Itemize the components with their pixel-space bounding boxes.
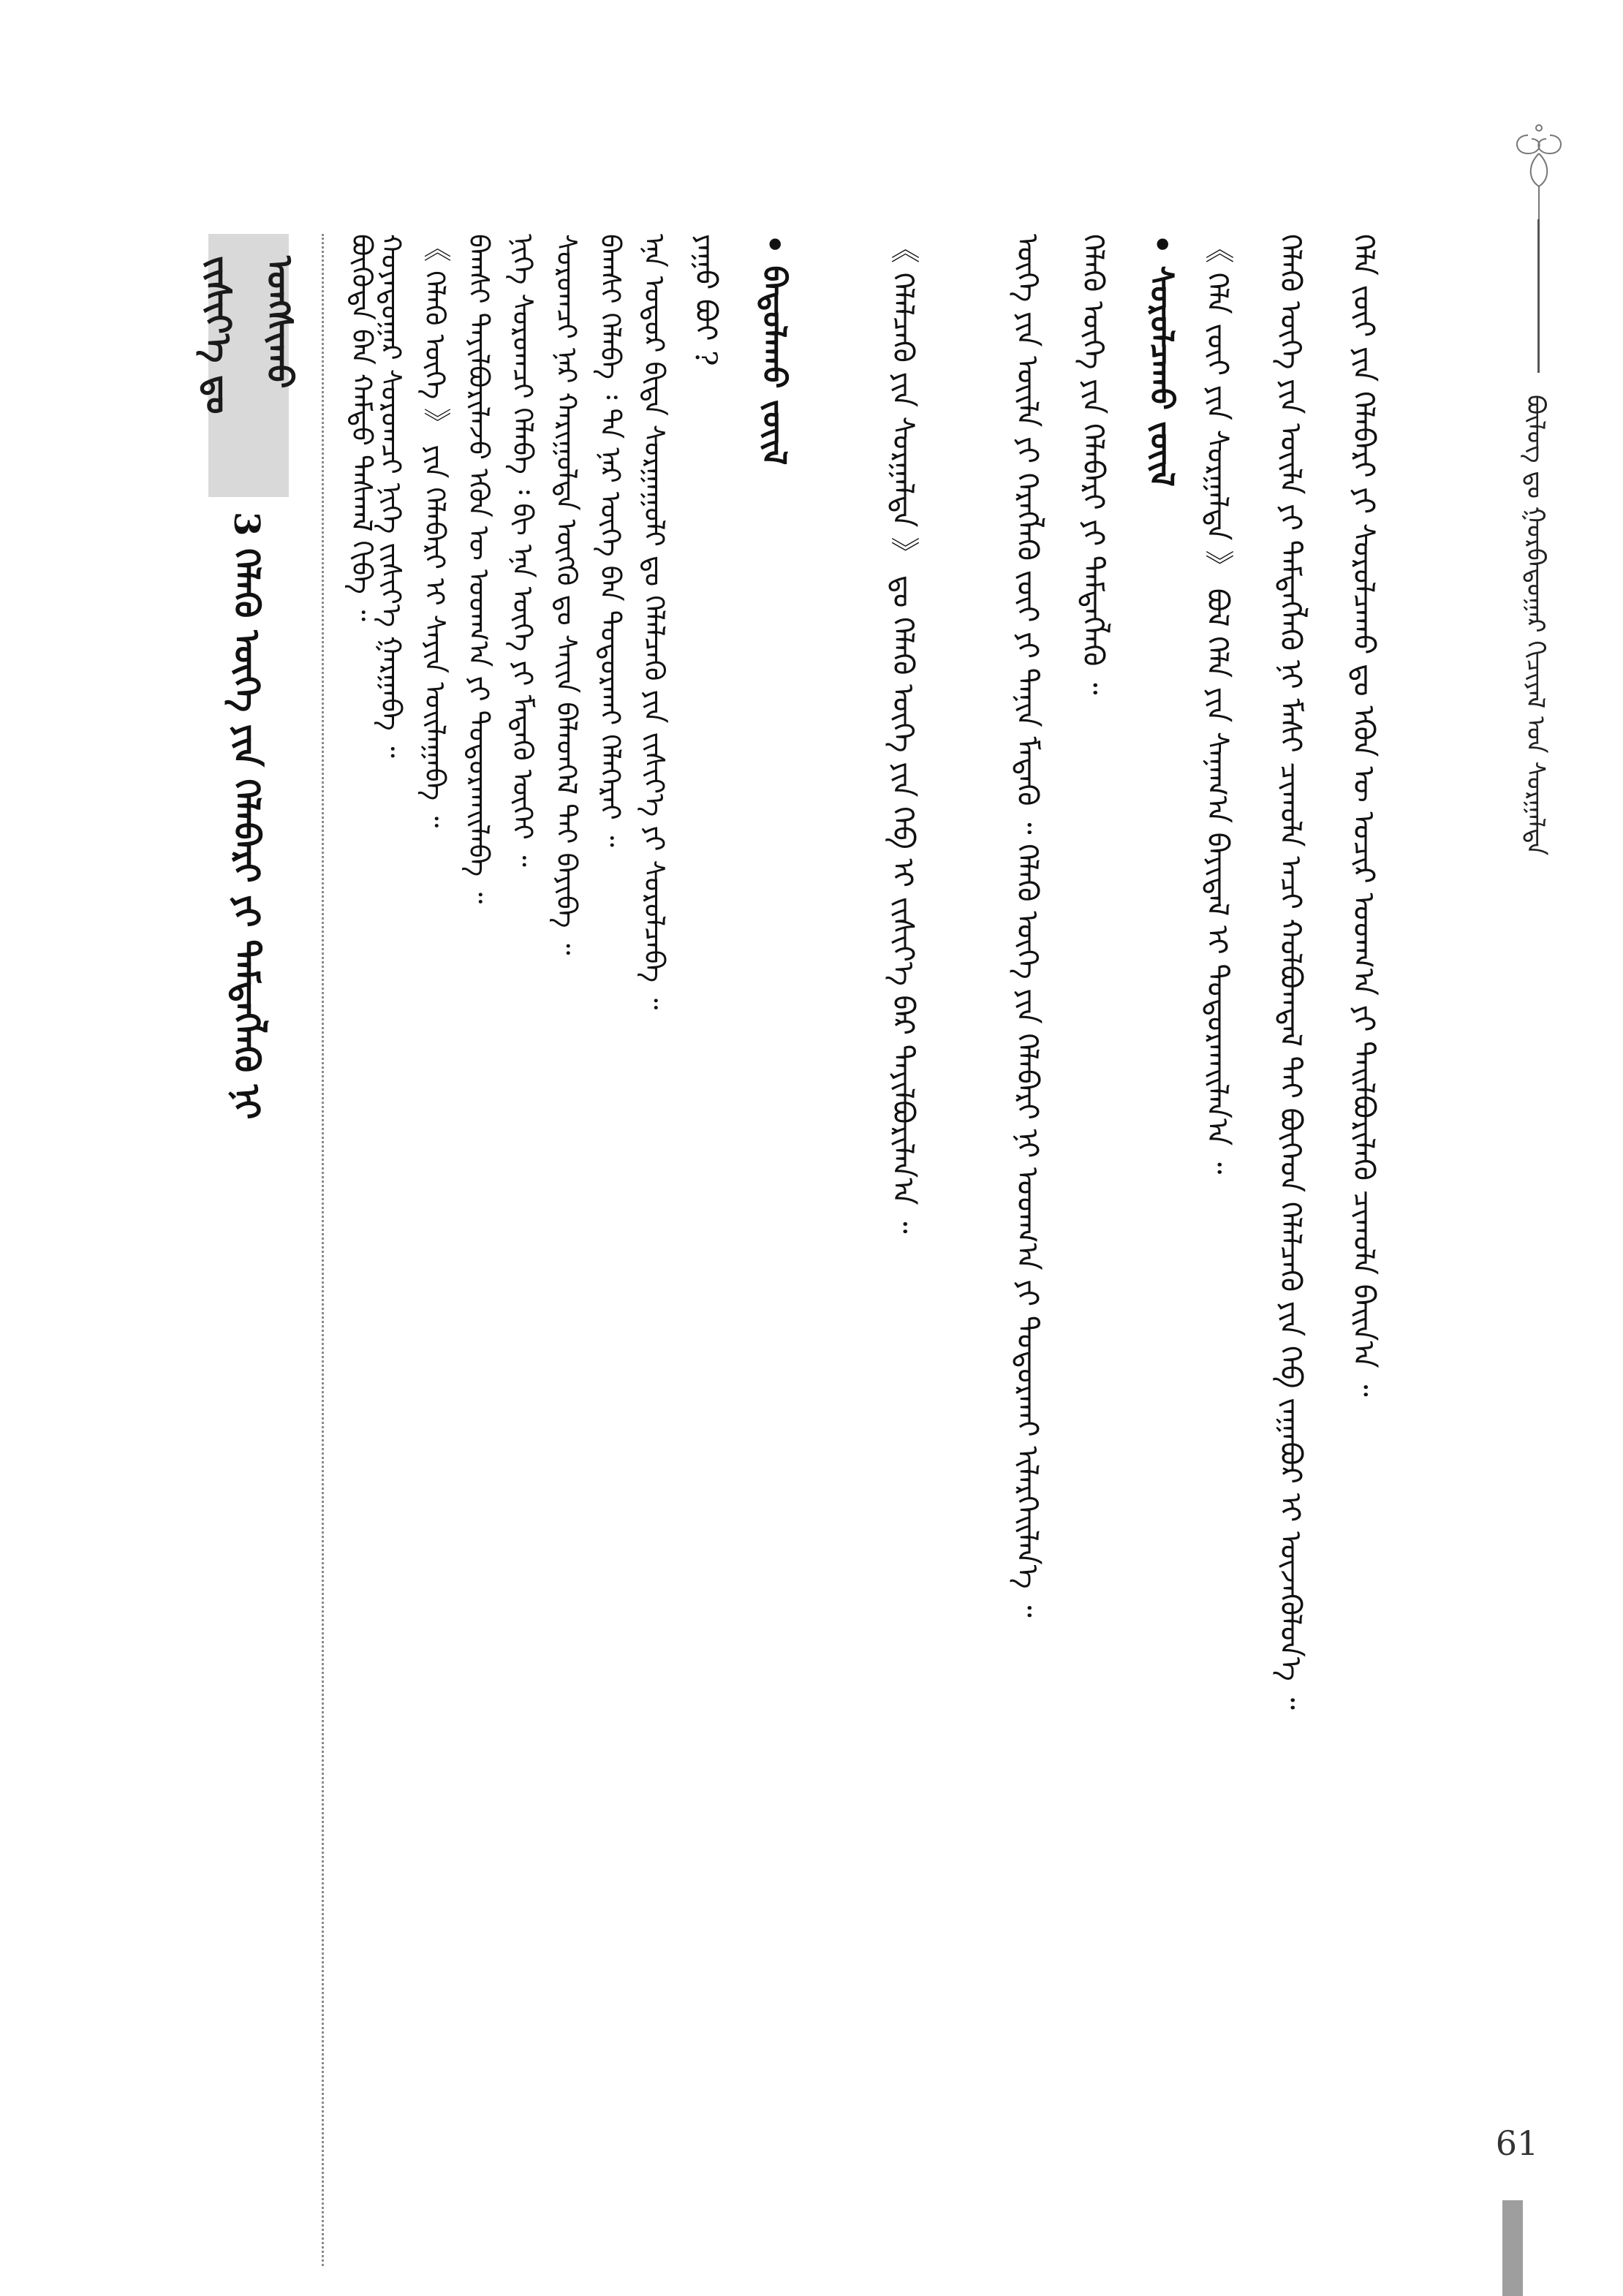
page-tab-marker: [1502, 2200, 1523, 2296]
chapter-number: 3: [226, 512, 267, 537]
example-line: ᠨᠢᠭᠡ ᠰᠤᠷᠤᠭᠴᠢ ᠬᠡᠯᠡᠪᠡ ᠄ ᠪᠢ ᠡᠨᠡ ᠦᠭᠡ ᠶᠢ ᠮᠡᠳᠡᠬᠦ ᠦᠭᠡᠢ ᠃: [507, 234, 539, 867]
chapter-title-text: ᠬᠡᠯᠡᠬᠦ ᠦᠭᠡ ᠶᠢᠨ ᠬᠡᠯᠡᠪᠡᠷᠢ ᠶᠢ ᠲᠡᠮᠳᠡᠭᠯᠡᠬᠦ ᠨᠢ: [226, 548, 267, 1120]
example-label: ᠵᠢᠱᠢᠶ᠎ᠡ ᠳᠤ ᠤᠩᠰᠢᠬᠤ: [197, 256, 300, 414]
example-line: ᠪᠠᠭᠰᠢ ᠬᠡᠯᠡᠪᠡ ᠄ ᠲᠠ ᠨᠠᠷ ᠦᠭᠡ ᠪᠡᠨ ᠲᠤᠳᠤᠷᠬᠠᠢ ᠬᠡᠯᠡᠭᠡᠷᠡᠢ ᠃: [594, 234, 627, 847]
body-paragraph: ᠬᠡᠯᠡ ᠵᠦᠢ ᠶᠢᠨ ᠬᠡᠯᠡᠪᠡᠷᠢ ᠶᠢ ᠰᠤᠷᠤᠯᠴᠠᠬᠤ ᠳᠤ ᠡᠭᠦᠨ ᠦ ᠤᠴᠢᠷ ᠤᠳᠬ᠎ᠠ ᠶᠢ ᠲᠡᠢᠯᠪᠦᠷᠢᠯᠡᠬᠦ ᠴᠢᠬᠤᠯᠠ ᠪᠠᠢᠨ᠎ᠠ ᠃: [1347, 234, 1380, 1397]
page-number: 61: [1495, 2123, 1539, 2163]
example-line: ᠪᠦᠭᠦᠳᠡ ᠪᠡᠨ ᠬᠠᠮᠲᠤ ᠳᠠᠰᠬᠠᠯ ᠬᠢᠪᠡ ᠃: [346, 234, 378, 621]
body-paragraph: ᠬᠡᠯᠡᠬᠦ ᠦᠭᠡ ᠶᠢᠨ ᠦᠢᠯᠡ ᠶᠢ ᠲᠡᠮᠳᠡᠭᠯᠡᠬᠦ ᠨᠢ ᠮᠠᠰᠢ ᠴᠢᠬᠤᠯᠠ ᠠᠴᠢ ᠬᠤᠯᠪᠤᠭᠳᠠᠯ ᠲᠠᠢ ᠪᠦᠭᠡᠳ ᠬᠡᠯᠡᠯᠴᠡᠬᠦ ᠶᠢᠨ ᠬᠡᠪ ᠵᠠᠭᠠᠪᠤᠷ ᠢ ᠦᠵᠡᠭᠦᠯᠦᠨ᠎ᠡ ᠃: [1274, 234, 1307, 1710]
body-paragraph: ᠬᠡᠯᠡᠬᠦ ᠦᠭᠡ ᠶᠢᠨ ᠬᠡᠯᠡᠪᠡᠷᠢ ᠶᠢ ᠲᠡᠮᠳᠡᠭᠯᠡᠬᠦ ᠃: [1076, 234, 1110, 695]
body-paragraph: ᠦᠭᠡ ᠶᠢᠨ ᠦᠢᠯᠡ ᠶᠢ ᠬᠡᠷᠡᠭᠯᠡᠬᠦ ᠵᠦᠢ ᠶᠢ ᠲᠠᠨᠢᠨ ᠮᠡᠳᠡᠬᠦ ᠃ ᠬᠡᠯᠡᠬᠦ ᠦᠭᠡ ᠶᠢᠨ ᠬᠡᠯᠡᠪᠡᠷᠢ ᠨᠢ ᠤᠳᠬ᠎ᠠ ᠶᠢ ᠲᠤᠳᠤᠷᠬᠠᠢ ᠢᠯᠡᠷᠭᠡᠢᠯᠡᠨ᠎ᠡ ᠃: [1010, 234, 1044, 1618]
example-label-box: [197, 234, 300, 497]
body-paragraph: 《 ᠬᠡᠯᠡ ᠵᠦᠢ ᠶᠢᠨ ᠰᠤᠷᠭᠠᠯᠲᠠ 》 ᠪᠣᠯ ᠬᠡᠯᠡ ᠶᠢᠨ ᠰᠠᠨᠠᠭ᠎ᠠ ᠪᠠᠶᠢᠳᠠᠯ ᠢ ᠲᠤᠳᠤᠷᠬᠠᠢᠯᠠᠨ᠎ᠠ ᠃: [1200, 234, 1234, 1175]
example-line: ᠪᠠᠭᠰᠢ ᠲᠠᠶᠢᠯᠪᠤᠷᠢᠯᠠᠵᠤ ᠡᠭᠦᠨ ᠦ ᠤᠳᠬ᠎ᠠ ᠶᠢ ᠲᠤᠳᠤᠷᠬᠠᠢᠯᠠᠪᠠ ᠃: [463, 234, 495, 904]
dotted-divider: [322, 234, 324, 2266]
example-line: ᠬᠤᠶᠠᠳᠤᠭᠠᠷ ᠰᠤᠷᠤᠭᠴᠢ ᠨᠢᠭᠡ ᠵᠢᠱᠢᠶ᠎ᠡ ᠭᠠᠷᠭᠠᠪᠠ ᠃: [375, 234, 407, 758]
header-rule: [1537, 219, 1540, 373]
section-heading: • ᠰᠤᠷᠤᠯᠴᠠᠬᠤ ᠵᠦᠢᠯ: [1143, 234, 1180, 487]
running-header: ᠪᠦᠯᠦᠭ ᠳᠤ ᠭᠤᠷᠪᠠᠳᠤᠭᠠᠷ ᠬᠢᠴᠢᠶᠡᠯ ᠤᠨ ᠰᠤᠷᠭᠠᠯᠲᠠ: [1521, 395, 1550, 856]
example-line: ᠡᠨᠡ ᠤᠳᠤᠷ ᠪᠢᠳᠡ ᠰᠤᠷᠭᠠᠭᠤᠯᠢ ᠳᠤ ᠬᠡᠯᠡᠯᠴᠡᠬᠦ ᠶᠢᠨ ᠵᠢᠱᠢᠶ᠎ᠡ ᠶᠢ ᠰᠤᠷᠤᠯᠴᠠᠪᠠ ᠃: [638, 234, 670, 1010]
example-line: 《 ᠬᠡᠯᠡᠬᠦ ᠦᠭᠡ 》 ᠶᠢᠨ ᠬᠡᠯᠡᠪᠡᠷᠢ ᠢ ᠰᠠᠶᠢᠨ ᠤᠢᠯᠠᠭᠠᠪᠠ ᠃: [419, 234, 451, 828]
chapter-title: [216, 512, 289, 1754]
example-line: ᠰᠤᠷᠤᠭᠴᠢ ᠨᠠᠷ ᠬᠠᠷᠢᠭᠤᠯᠲᠠ ᠦᠭᠬᠦ ᠳᠤ ᠰᠠᠶ᠋ᠢᠨ ᠪᠡᠯᠡᠳᠬᠡᠯ ᠲᠠᠢ ᠪᠠᠶᠢᠪᠠ ᠃: [551, 234, 583, 955]
question-line: ᠶᠠᠭᠤ ᠪᠤᠢ ?: [689, 234, 722, 366]
body-paragraph: 《 ᠬᠡᠯᠡᠯᠴᠡᠬᠦ ᠶᠢᠨ ᠰᠤᠷᠭᠠᠯᠲᠠ 》 ᠳᠤ ᠬᠡᠯᠡᠬᠦ ᠦᠭᠡ ᠶᠢᠨ ᠬᠡᠪ ᠢ ᠵᠢᠱᠢᠶ᠎ᠡ ᠪᠠᠷ ᠲᠠᠶᠢᠯᠪᠤᠷᠢᠯᠠᠨ᠎ᠠ ᠃: [886, 234, 920, 1234]
section-heading: • ᠪᠠᠳᠤᠯᠠᠬᠤ ᠵᠦᠢᠯ: [755, 234, 792, 466]
